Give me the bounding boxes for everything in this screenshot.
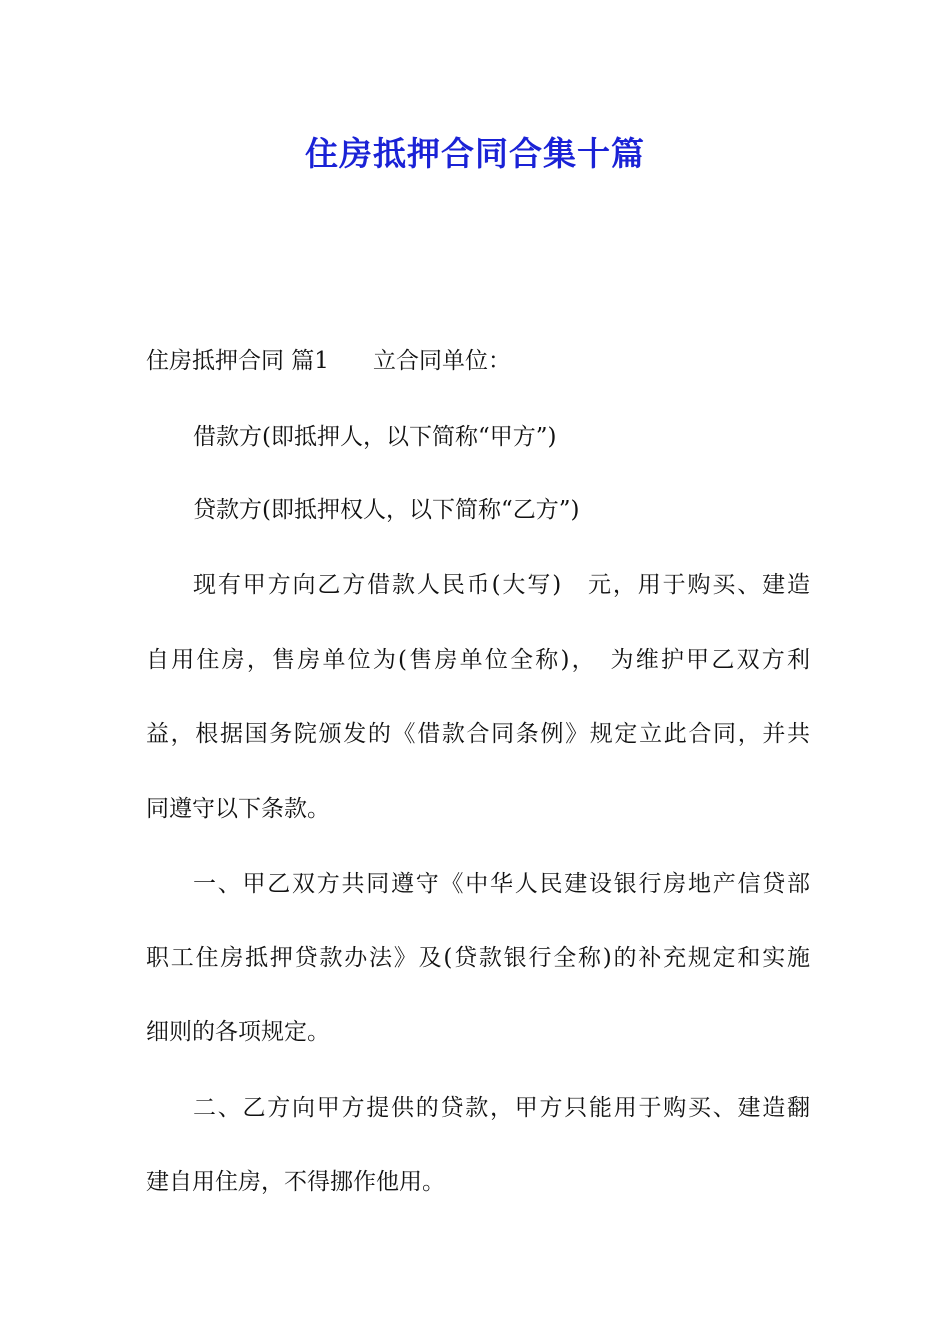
lender-line: 贷款方(即抵押权人，以下简称“乙方”) bbox=[193, 497, 580, 523]
section-heading: 住房抵押合同 篇1 bbox=[146, 348, 329, 374]
clause-1-line-1: 一、甲乙双方共同遵守《中华人民建设银行房地产信贷部 bbox=[193, 871, 810, 897]
paragraph-1-line-4: 同遵守以下条款。 bbox=[146, 796, 330, 822]
section-heading-line bbox=[146, 346, 810, 376]
borrower-line: 借款方(即抵押人，以下简称“甲方”) bbox=[193, 424, 557, 450]
clause-2-line-2: 建自用住房，不得挪作他用。 bbox=[146, 1169, 445, 1195]
paragraph-1-line-1: 现有甲方向乙方借款人民币(大写) 元，用于购买、建造 bbox=[193, 572, 810, 598]
document-title: 住房抵押合同合集十篇 bbox=[305, 134, 645, 173]
party-intro: 立合同单位： bbox=[372, 348, 511, 374]
clause-1-line-2: 职工住房抵押贷款办法》及(贷款银行全称)的补充规定和实施 bbox=[146, 945, 810, 971]
paragraph-1-line-2: 自用住房，售房单位为(售房单位全称)， 为维护甲乙双方利 bbox=[146, 647, 810, 673]
clause-1-line-3: 细则的各项规定。 bbox=[146, 1019, 330, 1045]
clause-2-line-1: 二、乙方向甲方提供的贷款，甲方只能用于购买、建造翻 bbox=[193, 1095, 810, 1121]
paragraph-1-line-3: 益，根据国务院颁发的《借款合同条例》规定立此合同，并共 bbox=[146, 721, 810, 747]
